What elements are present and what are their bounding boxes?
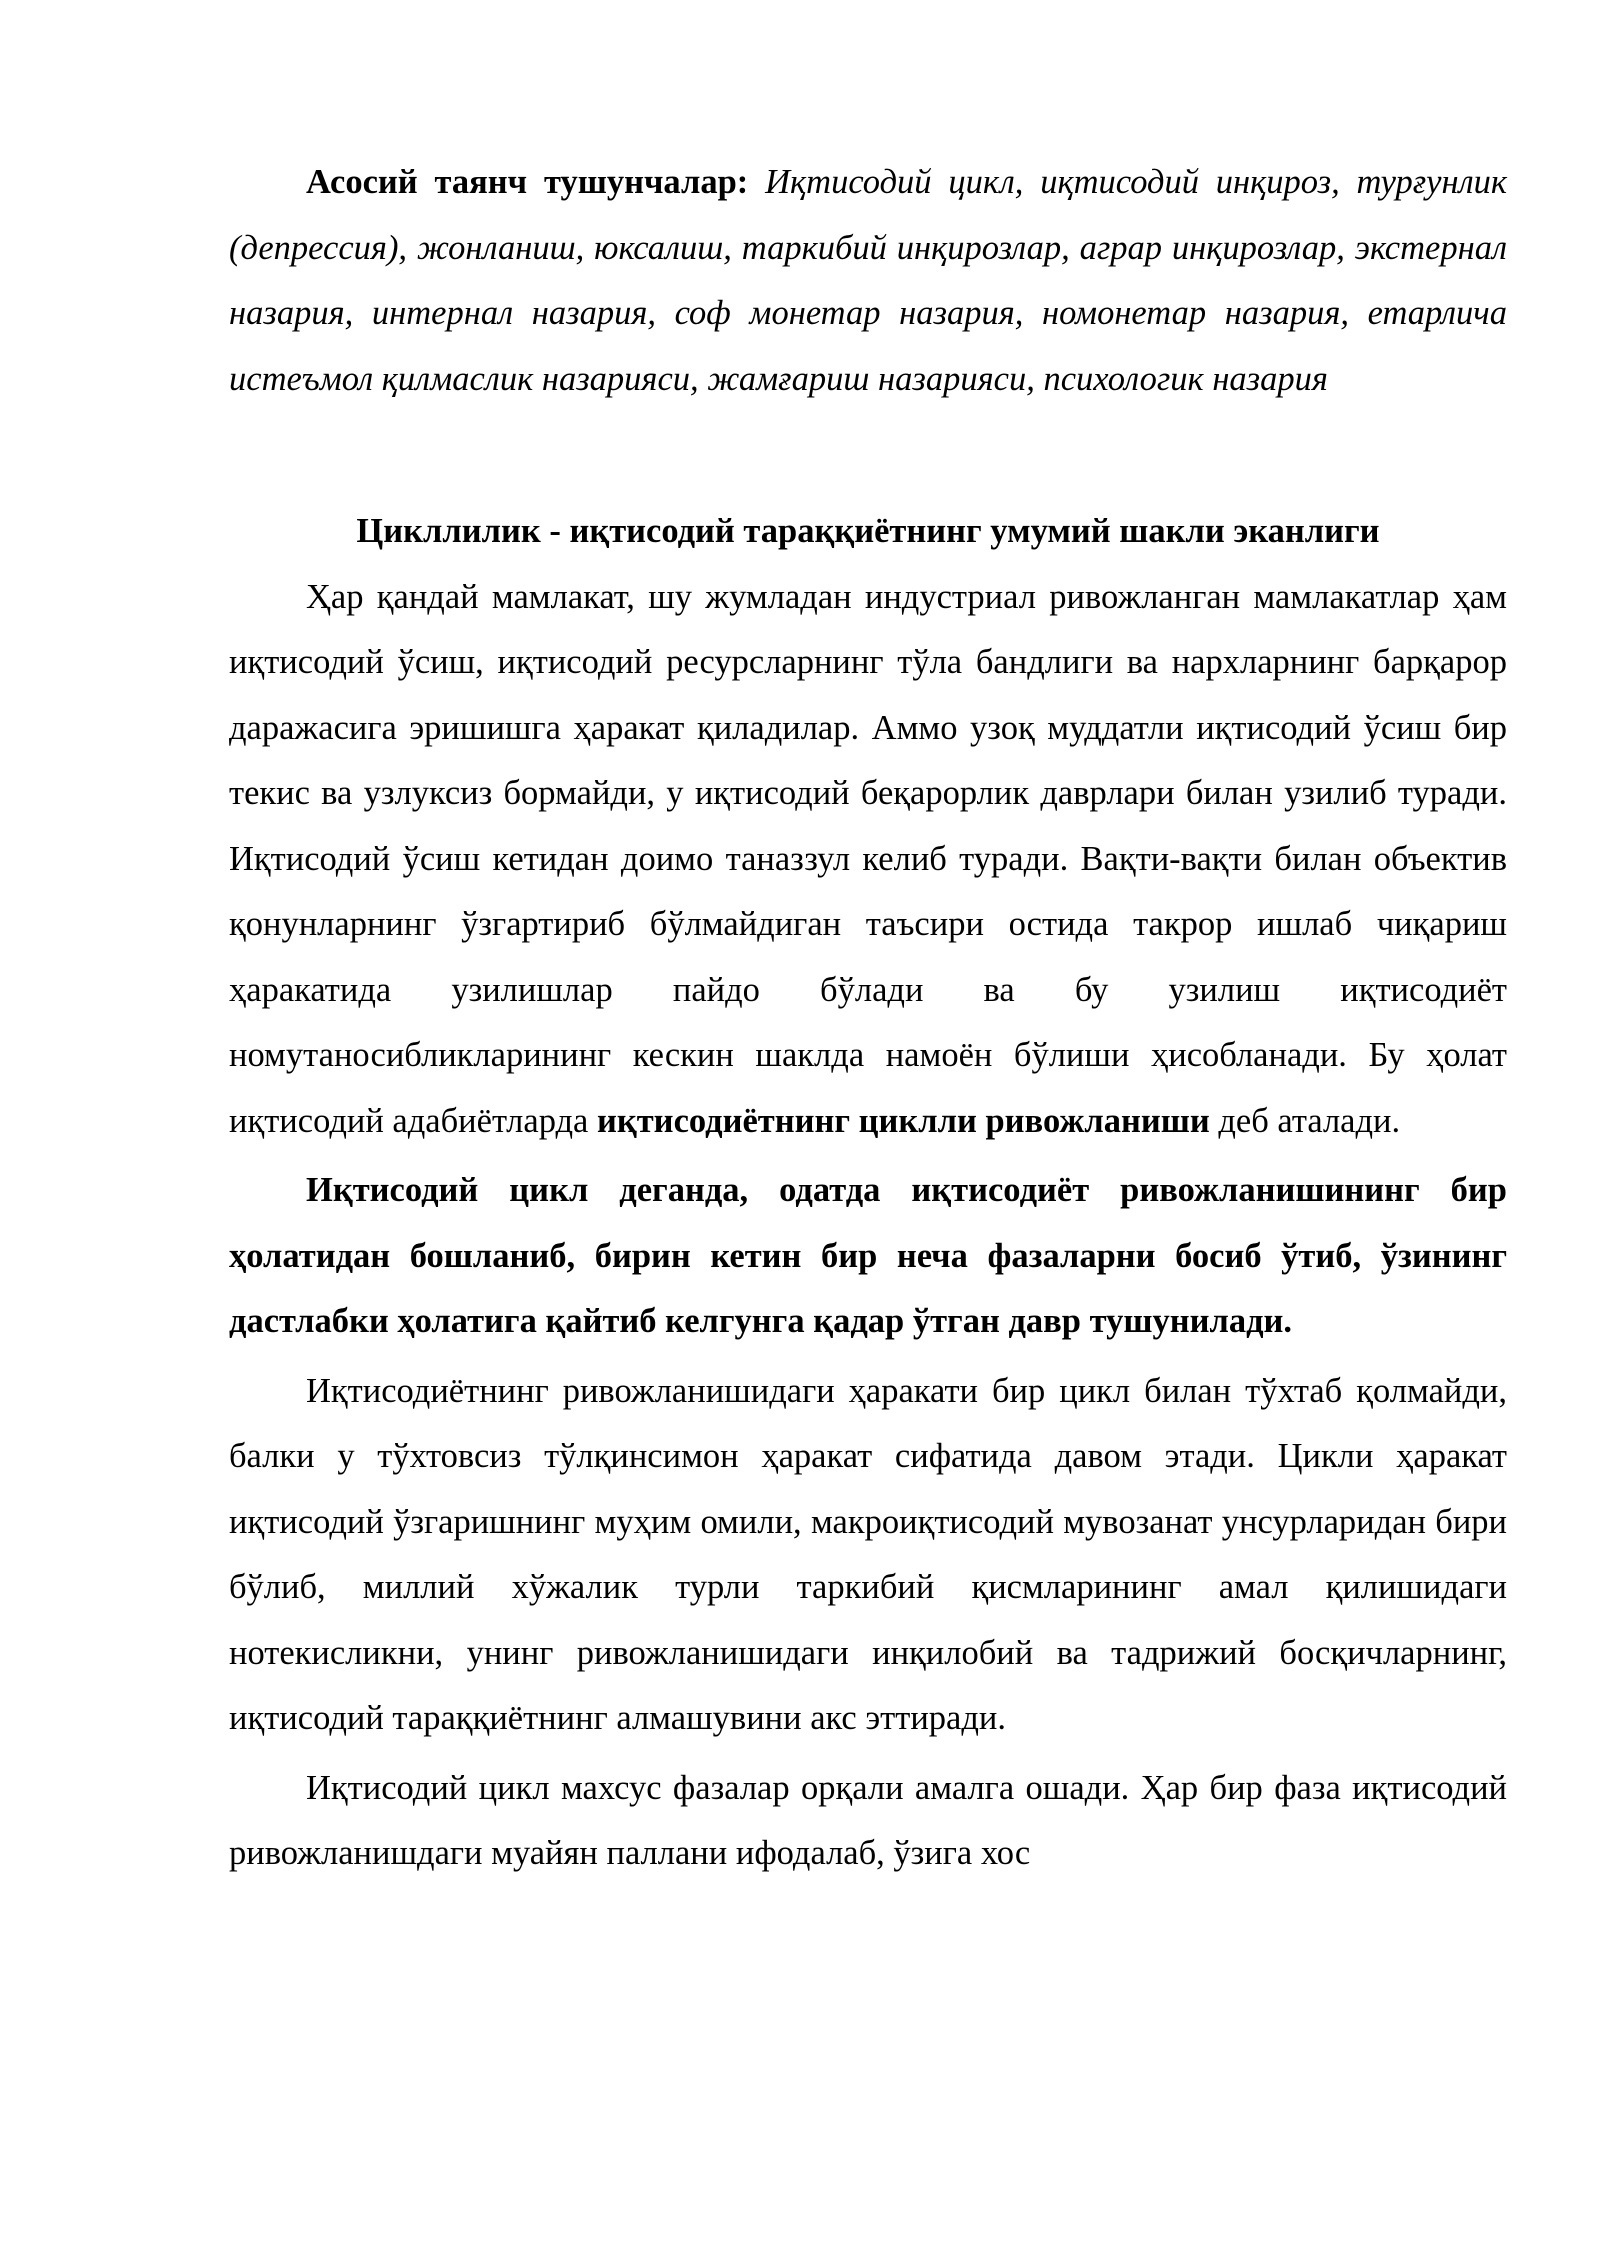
body-paragraph-4: Иқтисодий цикл махсус фазалар орқали амалга ошади. Ҳар бир фаза иқтисодий ривожланишдаги муайян паллани ифодалаб, ўзига хос xyxy=(229,1768,1507,1872)
body-paragraph-3: Иқтисодиётнинг ривожланишидаги ҳаракати бир цикл билан тўхтаб қолмайди, балки у тўхтовсиз тўлқинсимон ҳаракат сифатида давом этади. Цикли ҳаракат иқтисодий ўзгаришнинг муҳим омили, макроиқтисодий мувозанат унсурларидан бири бўлиб, миллий хўжалик турли таркибий қисмларининг амал қилишидаги нотекисликни, унинг ривожланишидаги инқилобий ва тадрижий босқичларнинг, иқтисодий тараққиётнинг алмашувини акс эттиради. xyxy=(229,1371,1507,1737)
body-paragraph-1 xyxy=(229,565,1507,1155)
key-concepts-label: Асосий таянч тушунчалар: xyxy=(306,163,749,201)
economic-cycle-definition: Иқтисодий цикл деганда, одатда иқтисодиёт ривожланишининг бир ҳолатидан бошланиб, бирин кетин бир неча фазаларни босиб ўтиб, ўзининг дастлабки ҳолатига қайтиб келгунга қадар ўтган давр тушунилади. xyxy=(229,1171,1507,1340)
document-body xyxy=(229,150,1507,1887)
key-concepts-list: Иқтисодий цикл, иқтисодий инқироз, турғунлик (депрессия), жонланиш, юксалиш, таркибий инқирозлар, аграр инқирозлар, экстернал назария, интернал назария, соф монетар назария, номонетар назария, етарлича истеъмол қилмаслик назарияси, жамғариш назарияси, психологик назария xyxy=(229,163,1508,398)
section-heading: Цикллилик - иқтисодий тараққиётнинг умумий шакли эканлиги xyxy=(356,512,1380,550)
cyclical-development-term: иқтисодиётнинг циклли ривожланиши xyxy=(596,1101,1210,1140)
paragraph-1-text: Ҳар қандай мамлакат, шу жумладан индустриал ривожланган мамлакатлар ҳам иқтисодий ўсиш, иқтисодий ресурсларнинг тўла бандлиги ва нархларнинг барқарор даражасига эришишга ҳаракат қиладилар. Аммо узоқ муддатли иқтисодий ўсиш бир текис ва узлуксиз бормайди, у иқтисодий беқарорлик даврлари билан узилиб туради. Иқтисодий ўсиш кетидан доимо таназзул келиб туради. Вақти-вақти билан объектив қонунларнинг ўзгартириб бўлмайдиган таъсири остида такрор ишлаб чиқариш ҳаракатида узилишлар пайдо бўлади ва бу узилиш иқтисодиёт номутаносибликларининг кескин шаклда намоён бўлиши ҳисобланади. Бу ҳолат иқтисодий адабиётларда xyxy=(229,577,1507,1140)
paragraph-1-tail: деб аталади. xyxy=(1209,1101,1401,1140)
key-concepts-paragraph xyxy=(229,150,1507,412)
